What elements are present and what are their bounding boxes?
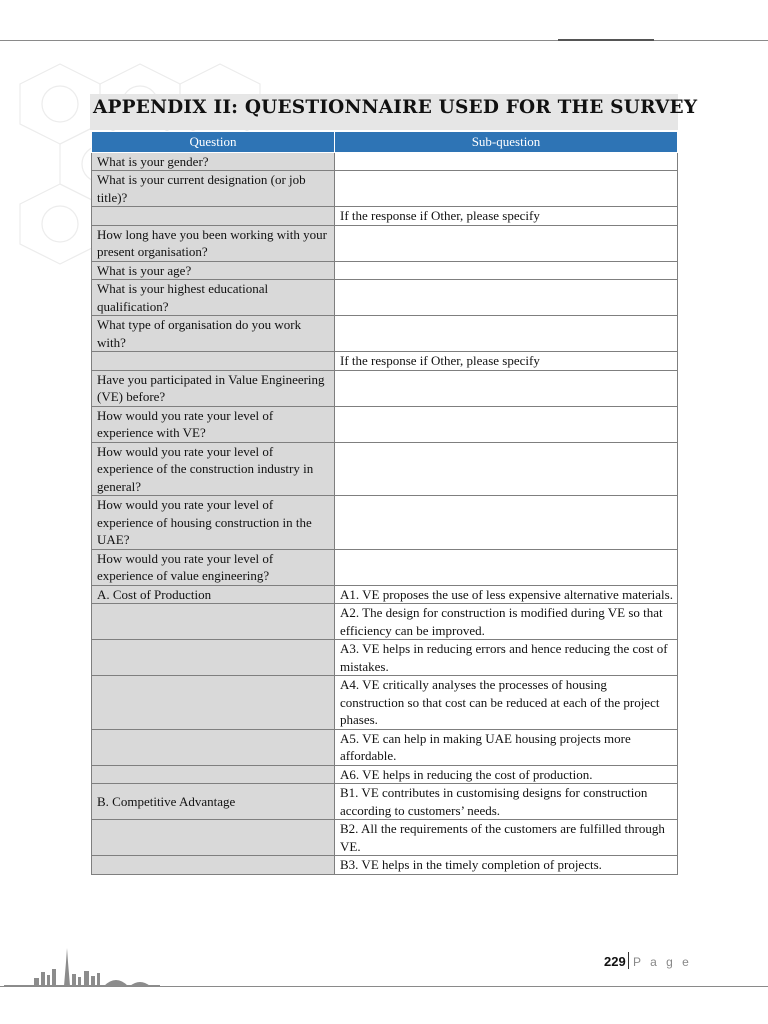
question-cell: What is your age? <box>92 261 335 280</box>
sub-question-cell: A1. VE proposes the use of less expensive alternative materials. <box>335 585 678 604</box>
sub-question-cell <box>335 261 678 280</box>
table-row <box>92 496 678 550</box>
question-cell: How would you rate your level of experience of value engineering? <box>92 549 335 585</box>
sub-question-cell: A4. VE critically analyses the processes of housing construction so that cost can be reduced at each of the project phases. <box>335 676 678 730</box>
sub-question-cell: A6. VE helps in reducing the cost of production. <box>335 765 678 784</box>
table-row <box>92 225 678 261</box>
sub-question-cell: B1. VE contributes in customising designs for construction according to customers’ needs. <box>335 784 678 820</box>
page-number: 229 <box>604 954 626 969</box>
table-row <box>92 352 678 371</box>
question-cell <box>92 856 335 875</box>
question-cell: A. Cost of Production <box>92 585 335 604</box>
sub-question-cell <box>335 225 678 261</box>
question-cell <box>92 820 335 856</box>
table-row <box>92 316 678 352</box>
sub-question-cell: If the response if Other, please specify <box>335 352 678 371</box>
table-row <box>92 604 678 640</box>
table-header-row <box>92 132 678 153</box>
sub-question-cell <box>335 280 678 316</box>
question-cell: What is your gender? <box>92 152 335 171</box>
table-row <box>92 676 678 730</box>
question-cell <box>92 207 335 226</box>
column-header-question: Question <box>92 132 335 153</box>
page-number-separator <box>628 952 629 969</box>
header-rule-accent <box>558 39 654 41</box>
question-cell: What is your current designation (or job title)? <box>92 171 335 207</box>
question-cell: What type of organisation do you work with? <box>92 316 335 352</box>
table-row <box>92 152 678 171</box>
questionnaire-table <box>91 131 678 875</box>
table-row <box>92 640 678 676</box>
sub-question-cell: A5. VE can help in making UAE housing projects more affordable. <box>335 729 678 765</box>
question-cell: How long have you been working with your present organisation? <box>92 225 335 261</box>
sub-question-cell <box>335 406 678 442</box>
sub-question-cell: B3. VE helps in the timely completion of projects. <box>335 856 678 875</box>
table-row <box>92 171 678 207</box>
table-row <box>92 820 678 856</box>
sub-question-cell: If the response if Other, please specify <box>335 207 678 226</box>
table-row <box>92 856 678 875</box>
sub-question-cell <box>335 152 678 171</box>
table-row <box>92 280 678 316</box>
table-row <box>92 406 678 442</box>
question-cell <box>92 729 335 765</box>
sub-question-cell <box>335 496 678 550</box>
question-cell: What is your highest educational qualification? <box>92 280 335 316</box>
table-row <box>92 442 678 496</box>
table-row <box>92 765 678 784</box>
question-cell <box>92 640 335 676</box>
page-label: P a g e <box>633 955 692 969</box>
sub-question-cell <box>335 549 678 585</box>
question-cell <box>92 604 335 640</box>
page-title: APPENDIX II: QUESTIONNAIRE USED FOR THE SURVEY <box>93 97 698 118</box>
sub-question-cell <box>335 316 678 352</box>
sub-question-cell: A3. VE helps in reducing errors and hence reducing the cost of mistakes. <box>335 640 678 676</box>
city-skyline-icon <box>4 944 160 988</box>
column-header-sub-question: Sub-question <box>335 132 678 153</box>
sub-question-cell: A2. The design for construction is modified during VE so that efficiency can be improved. <box>335 604 678 640</box>
table-row <box>92 370 678 406</box>
sub-question-cell: B2. All the requirements of the customers are fulfilled through VE. <box>335 820 678 856</box>
table-row <box>92 585 678 604</box>
table-row <box>92 207 678 226</box>
question-cell <box>92 765 335 784</box>
table-row <box>92 729 678 765</box>
question-cell <box>92 676 335 730</box>
question-cell: How would you rate your level of experience with VE? <box>92 406 335 442</box>
table-row <box>92 549 678 585</box>
title-band <box>90 94 698 130</box>
table-row <box>92 784 678 820</box>
sub-question-cell <box>335 171 678 207</box>
sub-question-cell <box>335 370 678 406</box>
question-cell: How would you rate your level of experience of the construction industry in general? <box>92 442 335 496</box>
question-cell: B. Competitive Advantage <box>92 784 335 820</box>
question-cell: How would you rate your level of experience of housing construction in the UAE? <box>92 496 335 550</box>
footer-rule <box>0 986 768 987</box>
question-cell <box>92 352 335 371</box>
table-row <box>92 261 678 280</box>
question-cell: Have you participated in Value Engineering (VE) before? <box>92 370 335 406</box>
sub-question-cell <box>335 442 678 496</box>
